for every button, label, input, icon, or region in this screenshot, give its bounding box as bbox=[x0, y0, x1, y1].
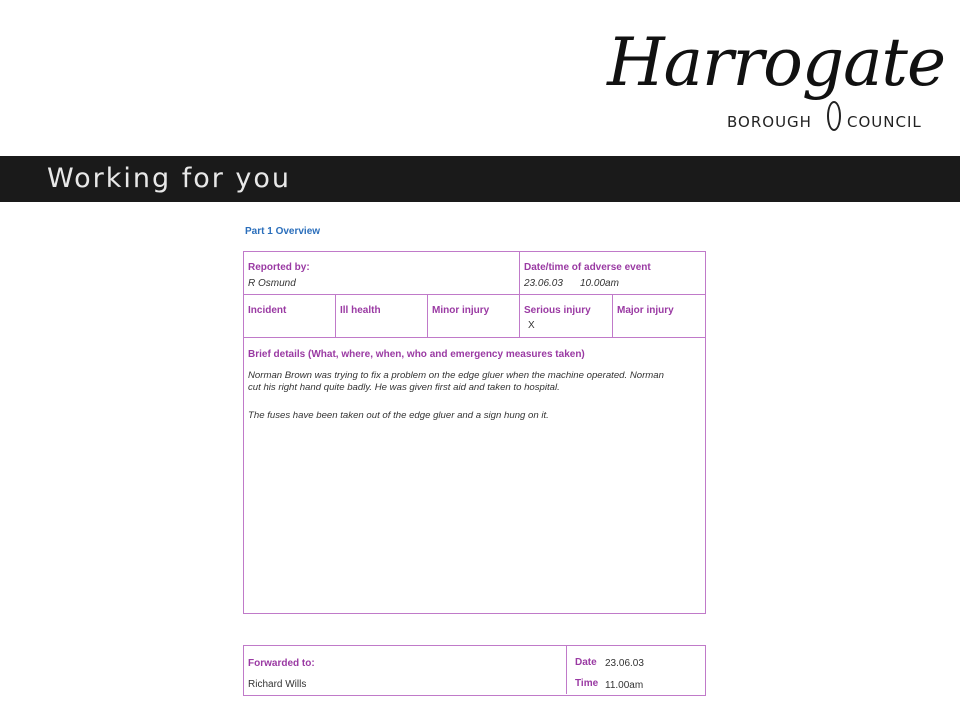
reported-by-cell bbox=[244, 252, 520, 295]
council-logo bbox=[585, 18, 950, 140]
details-line-2: cut his right hand quite badly. He was given first aid and taken to hospital. bbox=[248, 382, 560, 393]
date-time-label: Date/time of adverse event bbox=[524, 262, 651, 273]
forwarded-to-cell bbox=[244, 646, 567, 694]
forwarded-date-value: 23.06.03 bbox=[605, 658, 644, 669]
category-serious-injury bbox=[520, 295, 613, 338]
date-time-cell bbox=[520, 252, 705, 295]
category-label: Major injury bbox=[617, 305, 674, 316]
logo-sub-left: BOROUGH bbox=[727, 113, 812, 131]
forwarded-time-value: 11.00am bbox=[605, 680, 644, 691]
banner-text: Working for you bbox=[47, 163, 292, 194]
category-minor-injury bbox=[428, 295, 520, 338]
logo-sub-right: COUNCIL bbox=[847, 113, 922, 131]
reported-by-value: R Osmund bbox=[248, 278, 296, 289]
reported-by-label: Reported by: bbox=[248, 262, 310, 273]
details-line-3: The fuses have been taken out of the edge gluer and a sign hung on it. bbox=[248, 410, 549, 421]
category-ill-health bbox=[336, 295, 428, 338]
details-label: Brief details (What, where, when, who and emergency measures taken) bbox=[248, 349, 585, 360]
details-line-1: Norman Brown was trying to fix a problem on the edge gluer when the machine operated. Norman bbox=[248, 370, 664, 381]
category-label: Ill health bbox=[340, 305, 381, 316]
overview-form bbox=[243, 251, 706, 614]
category-label: Minor injury bbox=[432, 305, 490, 316]
details-cell bbox=[244, 338, 705, 612]
event-date-value: 23.06.03 bbox=[524, 278, 563, 289]
logo-script-text: Harrogate bbox=[607, 24, 945, 101]
forwarded-form bbox=[243, 645, 706, 696]
forwarded-date-label: Date bbox=[575, 657, 597, 668]
banner bbox=[0, 156, 960, 202]
category-label: Serious injury bbox=[524, 305, 591, 316]
forwarded-to-label: Forwarded to: bbox=[248, 658, 315, 669]
forwarded-to-value: Richard Wills bbox=[248, 679, 307, 690]
forwarded-time-label: Time bbox=[575, 678, 599, 689]
section-title: Part 1 Overview bbox=[245, 226, 321, 237]
category-mark: X bbox=[528, 320, 535, 331]
category-incident bbox=[244, 295, 336, 338]
event-time-value: 10.00am bbox=[580, 278, 619, 289]
logo-flourish bbox=[827, 101, 841, 131]
forwarded-date-time-cell bbox=[567, 646, 705, 694]
category-major-injury bbox=[613, 295, 705, 338]
category-label: Incident bbox=[248, 305, 287, 316]
